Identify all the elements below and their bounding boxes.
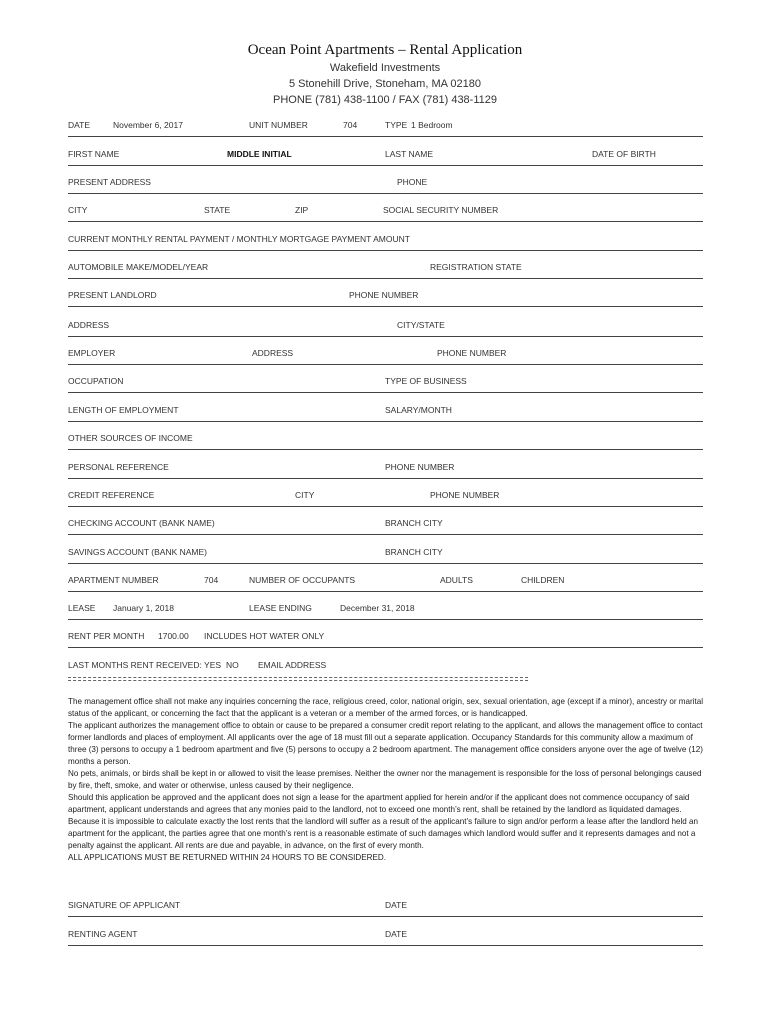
present-address-label: PRESENT ADDRESS (68, 177, 151, 187)
last-name-label: LAST NAME (385, 149, 434, 159)
row-apartment[interactable] (68, 575, 703, 592)
terms-paragraph: No pets, animals, or birds shall be kept in or allowed to visit the lease premises. Neither the owner nor the management is responsible for the loss of personal belongings caused by fire, theft, smoke, and water or otherwise, unless caused by their negligence. (68, 769, 702, 790)
row-other-income[interactable] (68, 433, 703, 450)
checking-branch-city-label: BRANCH CITY (385, 518, 443, 528)
registration-state-label: REGISTRATION STATE (430, 262, 522, 272)
state-label: STATE (204, 205, 231, 215)
terms-block (68, 696, 708, 864)
row-personal-reference[interactable] (68, 462, 703, 479)
occupation-label: OCCUPATION (68, 376, 124, 386)
employer-phone-label: PHONE NUMBER (437, 348, 507, 358)
row-lease[interactable] (68, 603, 703, 620)
terms-paragraph: The applicant authorizes the management office to obtain or cause to be prepared a consumer credit report relating to the applicant, and allows the management office to contact former landlords and places of employment. All applicants over the age of 18 must fill out a separate application. Occupancy Standards for this community allow a maximum of three (3) persons to occupy a 1 bedroom apartment and five (5) persons to occupy a 2 bedroom apartment. The management office considers anyone over the age of twelve (12) months a person. (68, 721, 703, 766)
lease-ending-value[interactable]: December 31, 2018 (340, 603, 415, 613)
row-name[interactable] (68, 149, 703, 166)
checking-account-label: CHECKING ACCOUNT (BANK NAME) (68, 518, 215, 528)
ssn-label: SOCIAL SECURITY NUMBER (383, 205, 499, 215)
credit-reference-label: CREDIT REFERENCE (68, 490, 155, 500)
row-renting-agent[interactable] (68, 929, 703, 946)
row-last-month-rent[interactable] (68, 660, 703, 676)
lease-ending-label: LEASE ENDING (249, 603, 312, 613)
email-address-label: EMAIL ADDRESS (258, 660, 327, 670)
unit-number-value[interactable]: 704 (343, 120, 358, 130)
includes-label: INCLUDES HOT WATER ONLY (204, 631, 325, 641)
company-name: Wakefield Investments (329, 62, 441, 74)
salary-label: SALARY/MONTH (385, 405, 452, 415)
rent-per-month-label: RENT PER MONTH (68, 631, 145, 641)
row-employer[interactable] (68, 348, 703, 365)
present-landlord-label: PRESENT LANDLORD (68, 290, 157, 300)
terms-paragraph: ALL APPLICATIONS MUST BE RETURNED WITHIN 24 HOURS TO BE CONSIDERED. (68, 853, 386, 862)
row-automobile[interactable] (68, 262, 703, 279)
terms-paragraph: Should this application be approved and the applicant does not sign a lease for the apartment applied for herein and/or if the applicant does not commence occupancy of said apartment, applicant understands and agrees that any monies paid to the landlord, not to exceed one month’s rent, shall be retained by the landlord as liquidated damages. Because it is impossible to calculate exactly the lost rents that the landlord will suffer as a result of the applicant’s failure to sign and/or perform a lease after the landlord held an apartment for the applicant, the parties agree that one month’s rent is a reasonable estimate of such damages which landlord would suffer and it represents damages and not a penalty against the applicant. All rents are due and payable, in advance, on the first of every month. (68, 793, 699, 850)
lease-start-value[interactable]: January 1, 2018 (113, 603, 174, 613)
row-present-landlord[interactable] (68, 290, 703, 307)
applicant-signature-label: SIGNATURE OF APPLICANT (68, 900, 181, 910)
landlord-address-label: ADDRESS (68, 320, 110, 330)
date-value[interactable]: November 6, 2017 (113, 120, 183, 130)
personal-reference-label: PERSONAL REFERENCE (68, 462, 169, 472)
unit-number-label: UNIT NUMBER (249, 120, 308, 130)
savings-branch-city-label: BRANCH CITY (385, 547, 443, 557)
renting-agent-label: RENTING AGENT (68, 929, 138, 939)
credit-reference-phone-label: PHONE NUMBER (430, 490, 500, 500)
row-occupation[interactable] (68, 376, 703, 393)
personal-reference-phone-label: PHONE NUMBER (385, 462, 455, 472)
employer-label: EMPLOYER (68, 348, 116, 358)
landlord-phone-label: PHONE NUMBER (349, 290, 419, 300)
type-label: TYPE (385, 120, 408, 130)
other-income-label: OTHER SOURCES OF INCOME (68, 433, 193, 443)
type-of-business-label: TYPE OF BUSINESS (385, 376, 467, 386)
rent-per-month-value[interactable]: 1700.00 (158, 631, 189, 641)
row-credit-reference[interactable] (68, 490, 703, 507)
date-of-birth-label: DATE OF BIRTH (592, 149, 656, 159)
middle-initial-label: MIDDLE INITIAL (227, 149, 292, 159)
last-month-rent-label: LAST MONTHS RENT RECEIVED: YES (68, 660, 222, 670)
applicant-date-label: DATE (385, 900, 408, 910)
company-address: 5 Stonehill Drive, Stoneham, MA 02180 (288, 78, 481, 90)
row-applicant-signature[interactable] (68, 900, 703, 917)
adults-label: ADULTS (440, 575, 473, 585)
row-present-address[interactable] (68, 177, 703, 194)
number-of-occupants-label: NUMBER OF OCCUPANTS (249, 575, 356, 585)
row-savings-account[interactable] (68, 547, 703, 564)
first-name-label: FIRST NAME (68, 149, 120, 159)
landlord-city-state-label: CITY/STATE (397, 320, 445, 330)
credit-reference-city-label: CITY (295, 490, 315, 500)
type-value[interactable]: 1 Bedroom (411, 120, 453, 130)
terms-paragraph: The management office shall not make any inquiries concerning the race, religious creed, color, national origin, sex, sexual orientation, age (except if a minor), ancestry or marital status of the applicant, or concerning the fact that the applicant is a veteran or a member of the armed forces, or is handicapped. (68, 697, 704, 718)
automobile-label: AUTOMOBILE MAKE/MODEL/YEAR (68, 262, 209, 272)
last-month-rent-no: NO (226, 660, 239, 670)
row-landlord-address[interactable] (68, 320, 703, 337)
row-rent[interactable] (68, 631, 703, 648)
savings-account-label: SAVINGS ACCOUNT (BANK NAME) (68, 547, 208, 557)
row-city[interactable] (68, 205, 703, 222)
apartment-number-label: APARTMENT NUMBER (68, 575, 159, 585)
employer-address-label: ADDRESS (252, 348, 294, 358)
row-date-unit[interactable] (68, 120, 703, 137)
phone-label: PHONE (397, 177, 428, 187)
monthly-payment-label: CURRENT MONTHLY RENTAL PAYMENT / MONTHLY MORTGAGE PAYMENT AMOUNT (68, 234, 410, 244)
city-label: CITY (68, 205, 88, 215)
company-phone: PHONE (781) 438-1100 / FAX (781) 438-1129 (273, 94, 497, 106)
row-checking-account[interactable] (68, 518, 703, 535)
agent-date-label: DATE (385, 929, 408, 939)
zip-label: ZIP (295, 205, 309, 215)
apartment-number-value[interactable]: 704 (204, 575, 219, 585)
form-header (0, 40, 770, 108)
length-of-employment-label: LENGTH OF EMPLOYMENT (68, 405, 179, 415)
date-label: DATE (68, 120, 91, 130)
row-employment[interactable] (68, 405, 703, 422)
form-title: Ocean Point Apartments – Rental Application (247, 42, 523, 58)
lease-label: LEASE (68, 603, 96, 613)
dashed-separator (68, 677, 528, 681)
row-monthly-payment[interactable] (68, 234, 703, 251)
children-label: CHILDREN (521, 575, 565, 585)
